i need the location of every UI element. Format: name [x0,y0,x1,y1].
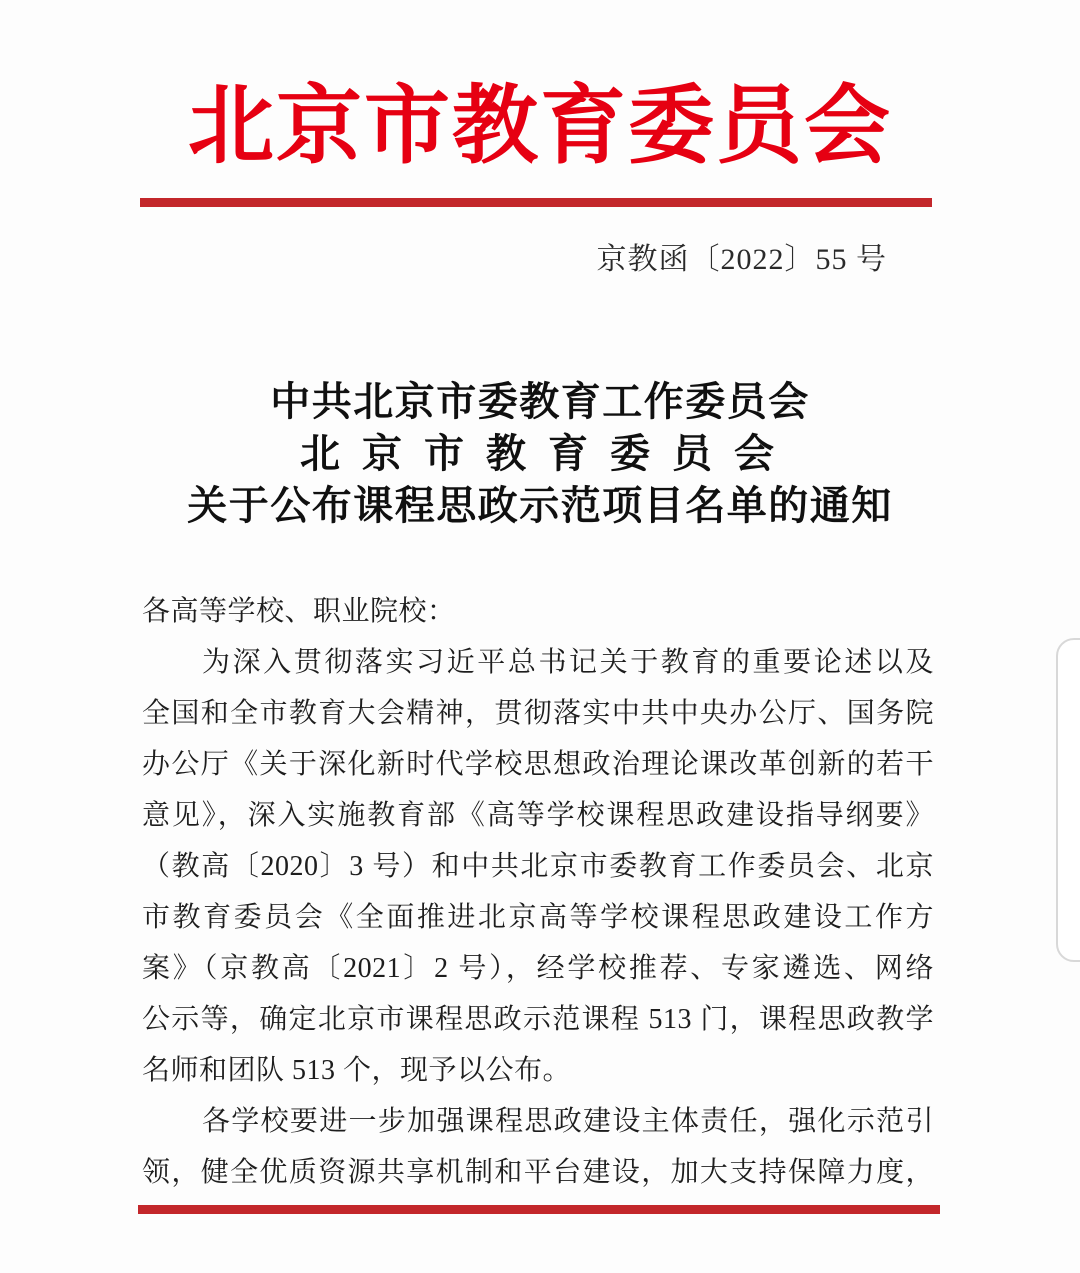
body-line: 全国和全市教育大会精神，贯彻落实中共中央办公厅、国务院 [142,698,934,729]
body-line: 办公厅《关于深化新时代学校思想政治理论课改革创新的若干 [142,749,934,780]
body-line: 市教育委员会《全面推进北京高等学校课程思政建设工作方 [142,902,934,933]
salutation-line: 各高等学校、职业院校： [142,596,456,627]
notice-body [142,586,934,1198]
body-line: 为深入贯彻落实习近平总书记关于教育的重要论述以及 [202,647,934,678]
body-line: 领，健全优质资源共享机制和平台建设，加大支持保障力度， [142,1157,934,1188]
body-line: 名师和团队 513 个，现予以公布。 [142,1055,572,1086]
body-line: 公示等，确定北京市课程思政示范课程 513 门，课程思政教学 [142,1004,934,1035]
footer-double-rule [138,1205,940,1214]
notice-title-line-2: 北 京 市 教 育 委 员 会 [300,431,780,476]
scrollbar-thumb[interactable] [1056,638,1080,962]
doc-number: 京教函〔2022〕55 号 [596,243,887,276]
letterhead-title: 北京市教育委员会 [188,78,892,174]
notice-title [0,376,1080,532]
body-line: 意见》，深入实施教育部《高等学校课程思政建设指导纲要》 [142,800,934,831]
letterhead-double-rule [140,198,932,207]
notice-title-line-1: 中共北京市委教育工作委员会 [270,379,810,424]
body-line: 案》（京教高〔2021〕2 号），经学校推荐、专家遴选、网络 [142,953,934,984]
body-line: 各学校要进一步加强课程思政建设主体责任，强化示范引 [202,1106,934,1137]
body-line: （教高〔2020〕3 号）和中共北京市委教育工作委员会、北京 [142,851,934,882]
notice-title-line-3: 关于公布课程思政示范项目名单的通知 [187,483,893,528]
